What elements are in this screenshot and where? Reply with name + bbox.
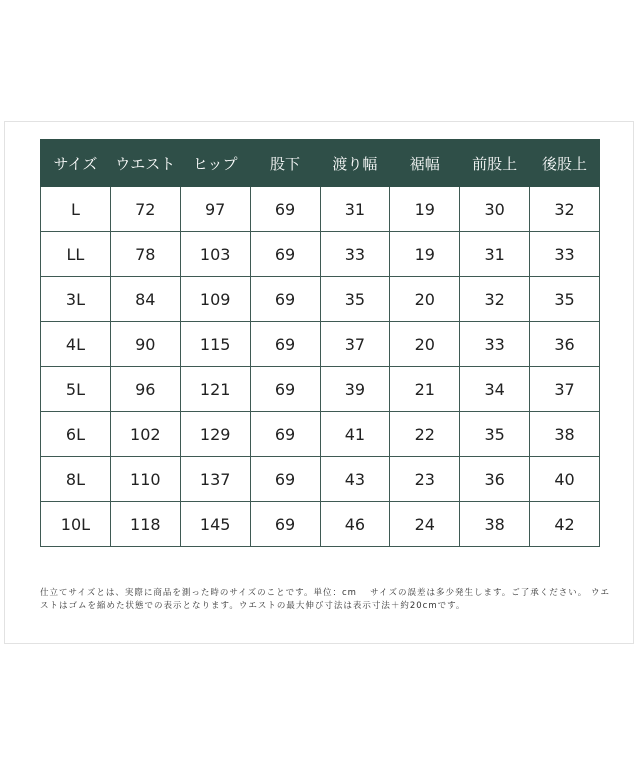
cell-hem-width: 22 <box>390 412 460 457</box>
cell-back-rise: 40 <box>530 457 600 502</box>
cell-front-rise: 31 <box>460 232 530 277</box>
cell-front-rise: 34 <box>460 367 530 412</box>
cell-back-rise: 36 <box>530 322 600 367</box>
table-header-row <box>41 140 600 187</box>
cell-front-rise: 38 <box>460 502 530 547</box>
cell-inseam: 69 <box>250 457 320 502</box>
cell-back-rise: 42 <box>530 502 600 547</box>
cell-hem-width: 24 <box>390 502 460 547</box>
cell-inseam: 69 <box>250 187 320 232</box>
cell-hip: 137 <box>180 457 250 502</box>
cell-hip: 103 <box>180 232 250 277</box>
table-row <box>41 187 600 232</box>
cell-inseam: 69 <box>250 502 320 547</box>
cell-inseam: 69 <box>250 367 320 412</box>
header-back-rise: 後股上 <box>530 140 600 187</box>
cell-waist: 118 <box>110 502 180 547</box>
cell-thigh-width: 46 <box>320 502 390 547</box>
cell-thigh-width: 41 <box>320 412 390 457</box>
table-row <box>41 412 600 457</box>
cell-waist: 84 <box>110 277 180 322</box>
table-body <box>41 187 600 547</box>
cell-front-rise: 36 <box>460 457 530 502</box>
cell-waist: 72 <box>110 187 180 232</box>
header-thigh-width: 渡り幅 <box>320 140 390 187</box>
table-row <box>41 277 600 322</box>
cell-inseam: 69 <box>250 277 320 322</box>
cell-size: 3L <box>41 277 111 322</box>
cell-thigh-width: 33 <box>320 232 390 277</box>
cell-size: 5L <box>41 367 111 412</box>
cell-waist: 78 <box>110 232 180 277</box>
cell-hem-width: 23 <box>390 457 460 502</box>
cell-front-rise: 35 <box>460 412 530 457</box>
cell-back-rise: 37 <box>530 367 600 412</box>
size-chart-table <box>40 139 600 547</box>
cell-thigh-width: 31 <box>320 187 390 232</box>
cell-waist: 110 <box>110 457 180 502</box>
cell-back-rise: 35 <box>530 277 600 322</box>
cell-front-rise: 32 <box>460 277 530 322</box>
table-row <box>41 367 600 412</box>
cell-back-rise: 38 <box>530 412 600 457</box>
cell-size: 6L <box>41 412 111 457</box>
table-row <box>41 232 600 277</box>
cell-inseam: 69 <box>250 412 320 457</box>
cell-waist: 96 <box>110 367 180 412</box>
cell-thigh-width: 37 <box>320 322 390 367</box>
cell-thigh-width: 43 <box>320 457 390 502</box>
header-hip: ヒップ <box>180 140 250 187</box>
cell-size: LL <box>41 232 111 277</box>
table-row <box>41 322 600 367</box>
cell-hem-width: 19 <box>390 187 460 232</box>
header-hem-width: 裾幅 <box>390 140 460 187</box>
cell-hem-width: 19 <box>390 232 460 277</box>
cell-waist: 102 <box>110 412 180 457</box>
cell-hip: 121 <box>180 367 250 412</box>
header-inseam: 股下 <box>250 140 320 187</box>
cell-back-rise: 32 <box>530 187 600 232</box>
cell-hip: 97 <box>180 187 250 232</box>
cell-front-rise: 30 <box>460 187 530 232</box>
cell-hip: 115 <box>180 322 250 367</box>
cell-hip: 129 <box>180 412 250 457</box>
table-row <box>41 502 600 547</box>
cell-back-rise: 33 <box>530 232 600 277</box>
size-note: 仕立てサイズとは、実際に商品を測った時のサイズのことです。単位：cm サイズの誤差は多少発生します。ご了承ください。 ウエストはゴムを縮めた状態での表示となります。ウエストの最大伸び寸法は表示寸法＋約20cmです。 <box>40 588 610 611</box>
table-row <box>41 457 600 502</box>
cell-front-rise: 33 <box>460 322 530 367</box>
cell-hem-width: 21 <box>390 367 460 412</box>
cell-hem-width: 20 <box>390 322 460 367</box>
cell-inseam: 69 <box>250 232 320 277</box>
cell-size: 4L <box>41 322 111 367</box>
cell-thigh-width: 35 <box>320 277 390 322</box>
cell-thigh-width: 39 <box>320 367 390 412</box>
header-front-rise: 前股上 <box>460 140 530 187</box>
header-size: サイズ <box>41 140 111 187</box>
cell-inseam: 69 <box>250 322 320 367</box>
cell-size: 8L <box>41 457 111 502</box>
cell-size: L <box>41 187 111 232</box>
cell-size: 10L <box>41 502 111 547</box>
cell-hip: 145 <box>180 502 250 547</box>
cell-waist: 90 <box>110 322 180 367</box>
header-waist: ウエスト <box>110 140 180 187</box>
cell-hem-width: 20 <box>390 277 460 322</box>
cell-hip: 109 <box>180 277 250 322</box>
